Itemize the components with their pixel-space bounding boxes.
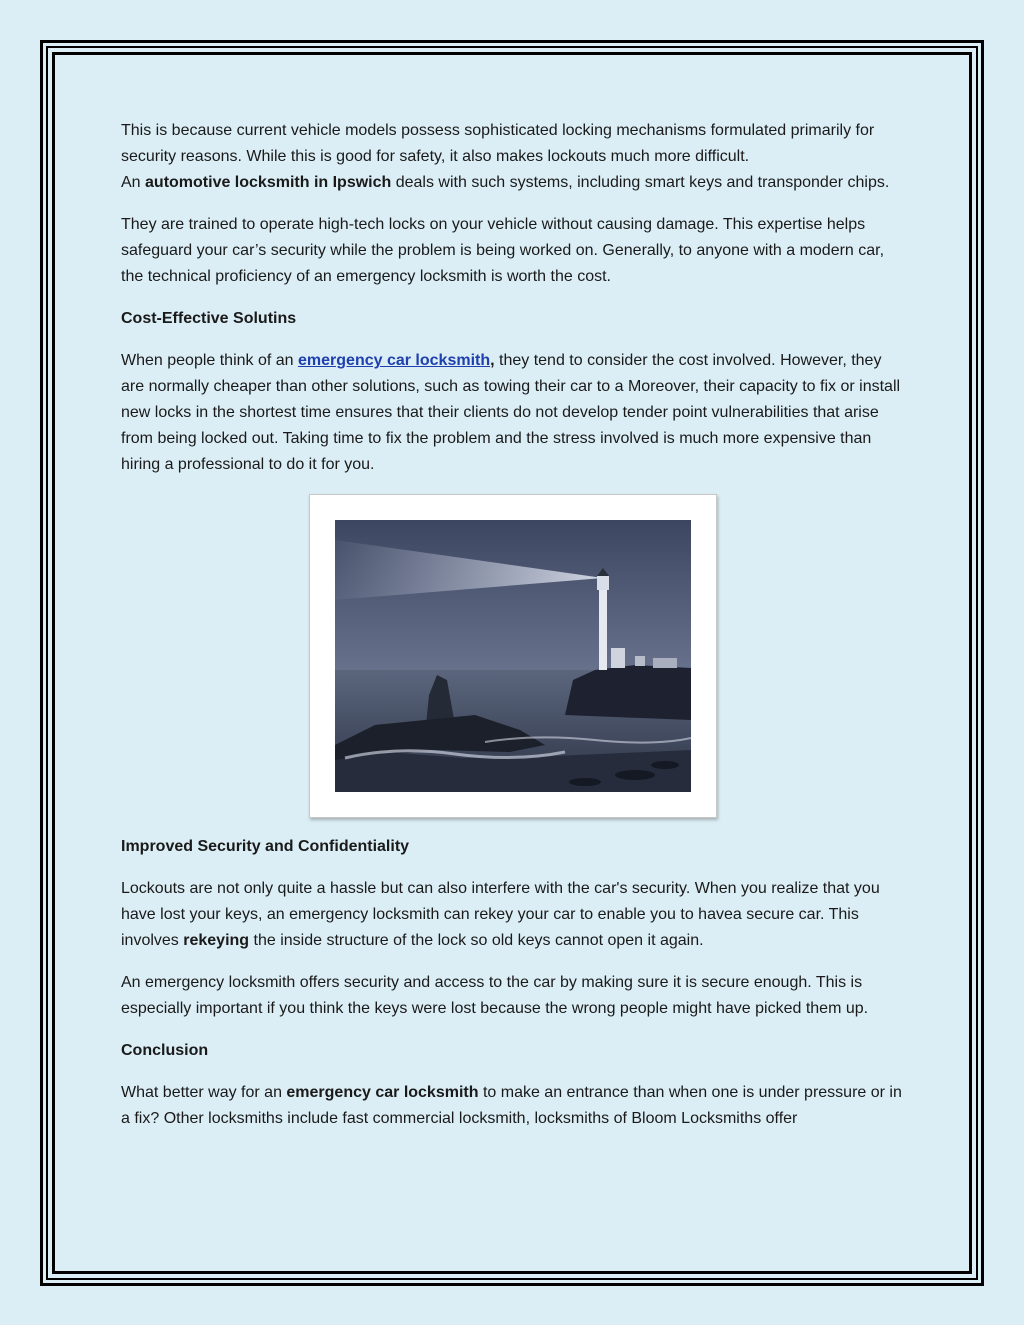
emergency-car-locksmith-link[interactable]: emergency car locksmith bbox=[298, 352, 491, 369]
heading-cost-effective: Cost-Effective Solutins bbox=[121, 310, 297, 327]
paragraph-cost: When people think of an emergency car locksmith, they tend to consider the cost involved. However, they are normally cheaper than other solutions, such as towing their car to a Moreover, their capacity to fix or install new locks in the shortest time ensures that their clients do not develop tender point vulnerabilities that arise from being locked out. Taking time to fix the problem and the stress involved is much more expensive than hiring a professional to do it for you. bbox=[121, 352, 901, 473]
lighthouse-image bbox=[335, 520, 691, 792]
bold-phrase-rekeying: rekeying bbox=[183, 932, 250, 949]
paragraph-trained: They are trained to operate high-tech locks on your vehicle without causing damage. This expertise helps safeguard your car’s security while the problem is being worked on. Generally, to anyone with a modern car, the technical proficiency of an emergency locksmith is worth the cost. bbox=[121, 216, 885, 285]
lighthouse-image-frame bbox=[309, 494, 717, 818]
paragraph-lockouts: Lockouts are not only quite a hassle but can also interfere with the car's security. When you realize that you have lost your keys, an emergency locksmith can rekey your car to enable you to havea secure car. This involves rekeying the inside structure of the lock so old keys cannot open it again. bbox=[121, 880, 880, 949]
paragraph-conclusion: What better way for an emergency car locksmith to make an entrance than when one is under pressure or in a fix? Other locksmiths include fast commercial locksmith, locksmiths of Bloom Locksmiths offer bbox=[121, 1084, 902, 1127]
paragraph-intro: This is because current vehicle models possess sophisticated locking mechanisms formulated primarily for security reasons. While this is good for safety, it also makes lockouts much more difficult. An automotive locksmith in Ipswich deals with such systems, including smart keys and transponder chips. bbox=[121, 122, 890, 191]
bold-phrase-emergency-car-locksmith: emergency car locksmith bbox=[286, 1084, 479, 1101]
heading-improved-security: Improved Security and Confidentiality bbox=[121, 838, 410, 855]
heading-conclusion: Conclusion bbox=[121, 1042, 209, 1059]
paragraph-security-access: An emergency locksmith offers security and access to the car by making sure it is secure enough. This is especially important if you think the keys were lost because the wrong people might have picked them up. bbox=[121, 974, 869, 1017]
document-body bbox=[121, 118, 905, 1148]
bold-phrase-automotive-locksmith: automotive locksmith in Ipswich bbox=[145, 174, 392, 191]
